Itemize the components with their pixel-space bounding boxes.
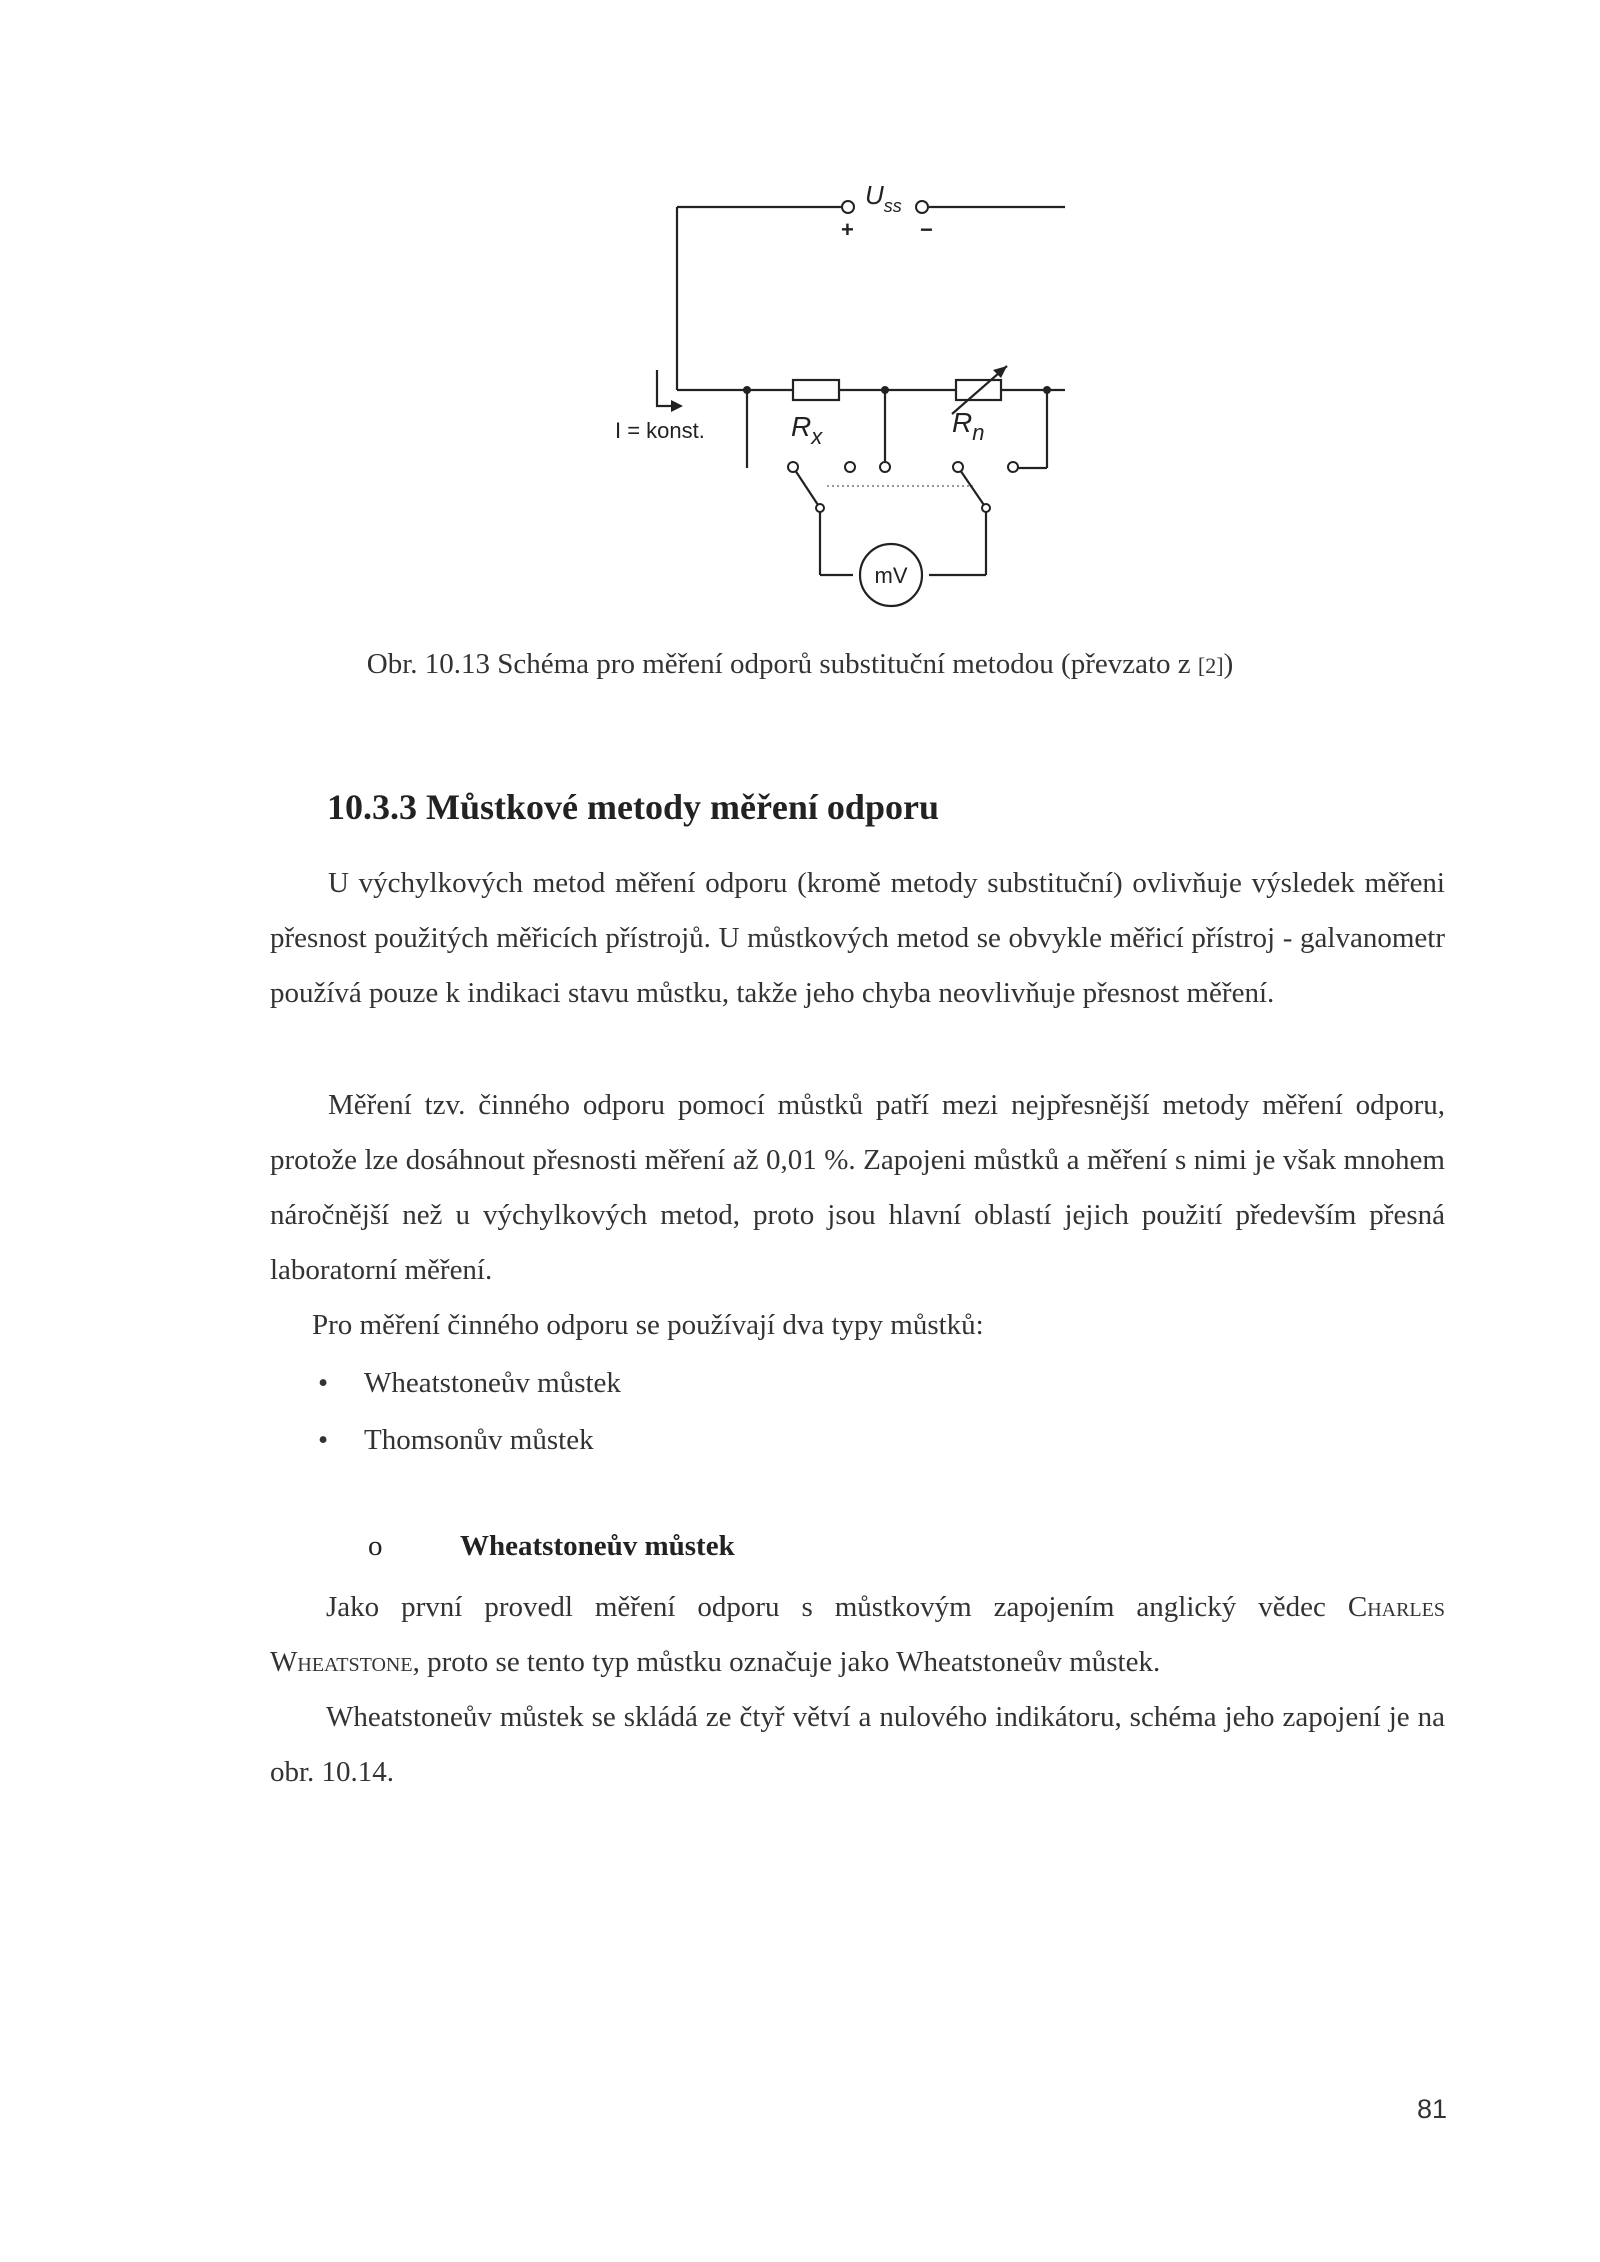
- meter-label: mV: [874, 563, 908, 588]
- bullet-text: Wheatstoneův můstek: [364, 1367, 621, 1399]
- paragraph-4: [270, 1580, 1445, 1690]
- paragraph-5: [270, 1690, 1445, 1800]
- circuit-diagram: [595, 180, 1065, 630]
- minus-label: −: [920, 217, 933, 242]
- caption-reference: [2]: [1197, 653, 1224, 678]
- bullet-dot: •: [318, 1424, 329, 1456]
- bullet-dot: •: [318, 1367, 329, 1399]
- plus-label: +: [841, 217, 854, 242]
- svg-text:Uss: [865, 180, 902, 216]
- caption-text: Obr. 10.13 Schéma pro měření odporů substituční metodou (převzato z: [366, 648, 1198, 680]
- figure-caption: [0, 648, 1600, 681]
- person-name: Charles Wheatstone: [270, 1591, 1445, 1678]
- paragraph-3-text: Pro měření činného odporu se používají dva typy můstků:: [312, 1309, 984, 1341]
- rx-subscript: x: [811, 424, 823, 449]
- uss-subscript: ss: [883, 196, 902, 216]
- paragraph-3: [270, 1298, 1445, 1353]
- current-label: I = konst.: [615, 418, 705, 443]
- svg-text:Rn: [952, 407, 984, 445]
- uss-label: U: [865, 180, 884, 210]
- paragraph-2-text: Měření tzv. činného odporu pomocí můstků patří mezi nejpřesnější metody měření odporu, protože lze dosáhnout přesnosti měření až 0,01 %. Zapojeni můstků a měření s nimi je však mnohem náročnější než u výchylkových metod, proto jsou hlavní oblastí jejich použití především přesná laboratorní měření.: [270, 1089, 1445, 1286]
- rn-label: R: [952, 407, 973, 438]
- paragraph-5-text: Wheatstoneův můstek se skládá ze čtyř větví a nulového indikátoru, schéma jeho zapojení je na obr. 10.14.: [270, 1701, 1445, 1788]
- subsection-title: Wheatstoneův můstek: [460, 1530, 735, 1562]
- caption-end: ): [1223, 648, 1234, 680]
- paragraph-1-text: U výchylkových metod měření odporu (kromě metody substituční) ovlivňuje výsledek měřeni přesnost použitých měřicích přístrojů. U můstkových metod se obvykle měřicí přístroj - galvanometr používá pouze k indikaci stavu můstku, takže jeho chyba neovlivňuje přesnost měření.: [270, 867, 1445, 1009]
- rx-label: R: [791, 411, 812, 442]
- paragraph-4-text-a: Jako první provedl měření odporu s můstkovým zapojením anglický vědec: [326, 1591, 1348, 1623]
- paragraph-1: [270, 856, 1445, 1021]
- paragraph-2: [270, 1078, 1445, 1298]
- page-number: 81: [1416, 2094, 1447, 2124]
- svg-text:Rx: [791, 411, 823, 449]
- bullet-text: Thomsonův můstek: [364, 1424, 594, 1456]
- subsection-marker: o: [368, 1530, 383, 1562]
- section-heading: 10.3.3 Můstkové metody měření odporu: [327, 787, 939, 827]
- paragraph-4-text-b: , proto se tento typ můstku označuje jako Wheatstoneův můstek.: [412, 1646, 1161, 1678]
- rn-subscript: n: [972, 420, 985, 445]
